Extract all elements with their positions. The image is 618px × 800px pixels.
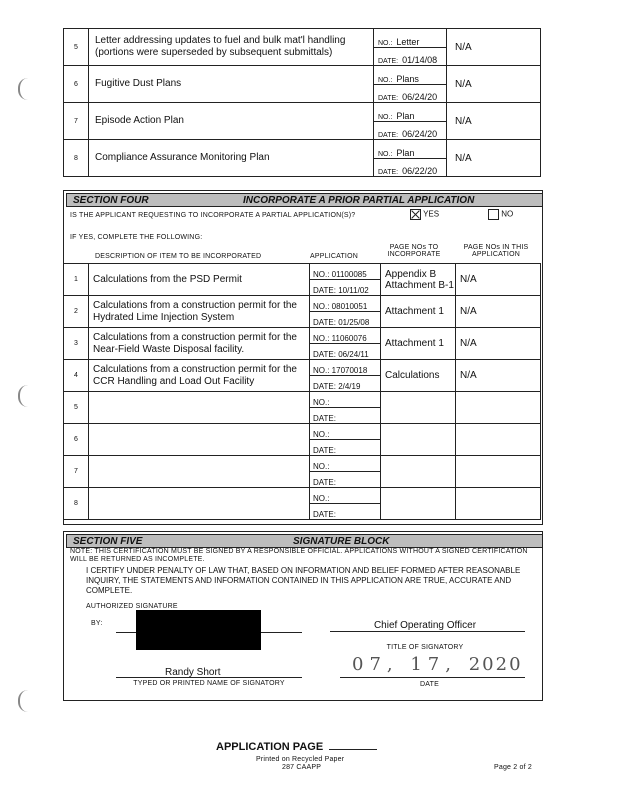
row-number: 6	[64, 424, 89, 456]
row-number: 6	[64, 66, 89, 103]
prior-documents-table	[63, 28, 541, 177]
authorized-signature-label: AUTHORIZED SIGNATURE	[86, 603, 178, 610]
table-row	[64, 392, 541, 424]
date-value: 06/22/20	[402, 165, 438, 176]
page-nos-this-cell	[456, 456, 541, 488]
application-page-label	[216, 741, 377, 753]
no-label: NO.:	[378, 113, 393, 121]
page-nos-this-cell	[456, 424, 541, 456]
row-number: 5	[64, 392, 89, 424]
name-label: TYPED OR PRINTED NAME OF SIGNATORY	[133, 680, 285, 687]
signature-date: 07, 17, 2020	[352, 654, 523, 675]
page-nos-this-cell	[456, 488, 541, 520]
form-number: 287 CAAPP	[282, 764, 322, 771]
table-row	[64, 424, 541, 456]
application-number: NO.:	[310, 456, 380, 472]
title-line	[330, 631, 525, 632]
page-nos-cell	[381, 488, 456, 520]
yes-label: YES	[423, 209, 440, 219]
row-number: 8	[64, 140, 89, 177]
name-line	[116, 677, 302, 678]
if-yes-instruction: IF YES, COMPLETE THE FOLLOWING:	[70, 234, 203, 241]
page-nos-this-cell: N/A	[456, 296, 541, 328]
column-header-page-nos: PAGE NOs TO INCORPORATE	[387, 244, 441, 258]
table-row	[64, 103, 541, 140]
table-row	[64, 66, 541, 103]
table-row	[64, 456, 541, 488]
page-number: Page 2 of 2	[494, 764, 533, 771]
section-five-header	[66, 534, 543, 548]
table-row	[64, 140, 541, 177]
application-date: DATE:	[313, 510, 336, 519]
no-value: Plan	[396, 147, 415, 158]
no-label: NO.:	[378, 150, 393, 158]
no-value: Plan	[396, 110, 415, 121]
application-cell	[310, 488, 381, 520]
application-number: NO.: 01100085	[310, 264, 380, 280]
date-year: 2020	[468, 654, 523, 675]
row-description	[89, 392, 310, 424]
row-number: 7	[64, 456, 89, 488]
application-number: NO.:	[310, 488, 380, 504]
title-label: TITLE OF SIGNATORY	[386, 644, 464, 651]
row-description: Calculations from a construction permit for the Hydrated Lime Injection System	[89, 296, 310, 328]
date-label: DATE:	[378, 131, 399, 139]
application-cell	[310, 328, 381, 360]
row-description	[89, 424, 310, 456]
incorporation-table	[63, 263, 541, 520]
date-line	[340, 677, 525, 678]
date-day: 17	[410, 654, 446, 675]
na-cell: N/A	[447, 103, 541, 140]
row-description: Letter addressing updates to fuel and bulk mat'l handling (portions were superseded by subsequent submittals)	[89, 29, 374, 66]
application-date: DATE: 01/25/08	[313, 318, 370, 327]
no-label: NO.:	[378, 39, 393, 47]
reference-cell	[374, 103, 447, 140]
application-date: DATE: 2/4/19	[313, 382, 361, 391]
row-number: 8	[64, 488, 89, 520]
row-description: Fugitive Dust Plans	[89, 66, 374, 103]
table-row	[64, 488, 541, 520]
application-number: NO.: 11060076	[310, 328, 380, 344]
na-cell: N/A	[447, 140, 541, 177]
column-header-application: APPLICATION	[310, 253, 358, 260]
page-nos-cell	[381, 392, 456, 424]
page-nos-cell: Attachment 1	[381, 296, 456, 328]
row-description: Calculations from a construction permit for the CCR Handling and Load Out Facility	[89, 360, 310, 392]
page-nos-cell	[381, 424, 456, 456]
row-description: Calculations from the PSD Permit	[89, 264, 310, 296]
date-label: DATE:	[378, 57, 399, 65]
signatory-title: Chief Operating Officer	[373, 620, 477, 631]
application-page-text: APPLICATION PAGE	[216, 741, 324, 753]
signatory-name: Randy Short	[165, 667, 221, 678]
column-header-page-nos-this: PAGE NOs IN THIS APPLICATION	[463, 244, 529, 258]
page-nos-this-cell	[456, 392, 541, 424]
application-date: DATE:	[313, 414, 336, 423]
page-nos-cell	[381, 456, 456, 488]
date-label: DATE:	[378, 168, 399, 176]
reference-cell	[374, 140, 447, 177]
scan-mark	[18, 690, 30, 712]
date-month: 07	[352, 654, 387, 675]
certification-statement: I CERTIFY UNDER PENALTY OF LAW THAT, BASED ON INFORMATION AND BELIEF FORMED AFTER REASONABLE INQUIRY, THE STATEMENTS AND INFORMATION CONTAINED IN THIS APPLICATION ARE TRUE, ACCURATE AND COMPLETE.	[86, 566, 521, 595]
application-cell	[310, 392, 381, 424]
yes-option[interactable]	[410, 209, 439, 220]
table-row	[64, 328, 541, 360]
page-nos-this-cell: N/A	[456, 360, 541, 392]
application-cell	[310, 360, 381, 392]
page-nos-this-cell: N/A	[456, 264, 541, 296]
date-label: DATE:	[378, 94, 399, 102]
no-label: NO	[501, 209, 514, 219]
page-nos-this-cell: N/A	[456, 328, 541, 360]
row-number: 5	[64, 29, 89, 66]
application-cell	[310, 296, 381, 328]
row-number: 4	[64, 360, 89, 392]
page-nos-cell: Appendix B Attachment B-1	[381, 264, 456, 296]
table-row	[64, 360, 541, 392]
date-label: DATE	[420, 681, 439, 688]
row-number: 1	[64, 264, 89, 296]
application-cell	[310, 264, 381, 296]
certification-note: NOTE: THIS CERTIFICATION MUST BE SIGNED BY A RESPONSIBLE OFFICIAL. APPLICATIONS WITHOUT A SIGNED CERTIFICATION WILL BE RETURNED AS INCOMPLETE.	[70, 548, 528, 563]
row-number: 3	[64, 328, 89, 360]
reference-cell	[374, 29, 447, 66]
page-blank-line	[329, 749, 377, 750]
row-description: Episode Action Plan	[89, 103, 374, 140]
section-title: INCORPORATE A PRIOR PARTIAL APPLICATION	[243, 194, 475, 206]
application-date: DATE: 10/11/02	[313, 286, 369, 295]
column-header-description: DESCRIPTION OF ITEM TO BE INCORPORATED	[95, 253, 262, 260]
row-number: 2	[64, 296, 89, 328]
date-value: 06/24/20	[402, 128, 438, 139]
date-value: 06/24/20	[402, 91, 438, 102]
section-name: SECTION FIVE	[73, 535, 143, 547]
table-row	[64, 296, 541, 328]
row-number: 7	[64, 103, 89, 140]
na-cell: N/A	[447, 29, 541, 66]
application-cell	[310, 456, 381, 488]
scan-mark	[18, 385, 30, 407]
application-number: NO.:	[310, 392, 380, 408]
application-cell	[310, 424, 381, 456]
page-nos-cell: Calculations	[381, 360, 456, 392]
table-row	[64, 29, 541, 66]
date-value: 01/14/08	[402, 54, 438, 65]
printed-on-recycled: Printed on Recycled Paper	[256, 756, 345, 763]
incorporate-question: IS THE APPLICANT REQUESTING TO INCORPORATE A PARTIAL APPLICATION(S)?	[70, 212, 356, 219]
no-value: Letter	[396, 36, 420, 47]
na-cell: N/A	[447, 66, 541, 103]
table-row	[64, 264, 541, 296]
no-checkbox[interactable]	[488, 209, 499, 220]
page-nos-cell: Attachment 1	[381, 328, 456, 360]
application-number: NO.: 08010051	[310, 296, 380, 312]
application-number: NO.:	[310, 424, 380, 440]
section-four-header	[66, 193, 543, 207]
application-date: DATE:	[313, 446, 336, 455]
section-title: SIGNATURE BLOCK	[293, 535, 390, 547]
row-description: Compliance Assurance Monitoring Plan	[89, 140, 374, 177]
application-date: DATE:	[313, 478, 336, 487]
by-label: BY:	[91, 620, 103, 627]
reference-cell	[374, 66, 447, 103]
application-date: DATE: 06/24/11	[313, 350, 369, 359]
scan-mark	[18, 78, 30, 100]
section-name: SECTION FOUR	[73, 194, 149, 206]
no-label: NO.:	[378, 76, 393, 84]
row-description: Calculations from a construction permit for the Near-Field Waste Disposal facility.	[89, 328, 310, 360]
application-number: NO.: 17070018	[310, 360, 380, 376]
yes-checkbox[interactable]	[410, 209, 421, 220]
signature-redaction	[136, 610, 261, 650]
no-value: Plans	[396, 73, 419, 84]
no-option[interactable]	[488, 209, 513, 220]
row-description	[89, 456, 310, 488]
row-description	[89, 488, 310, 520]
